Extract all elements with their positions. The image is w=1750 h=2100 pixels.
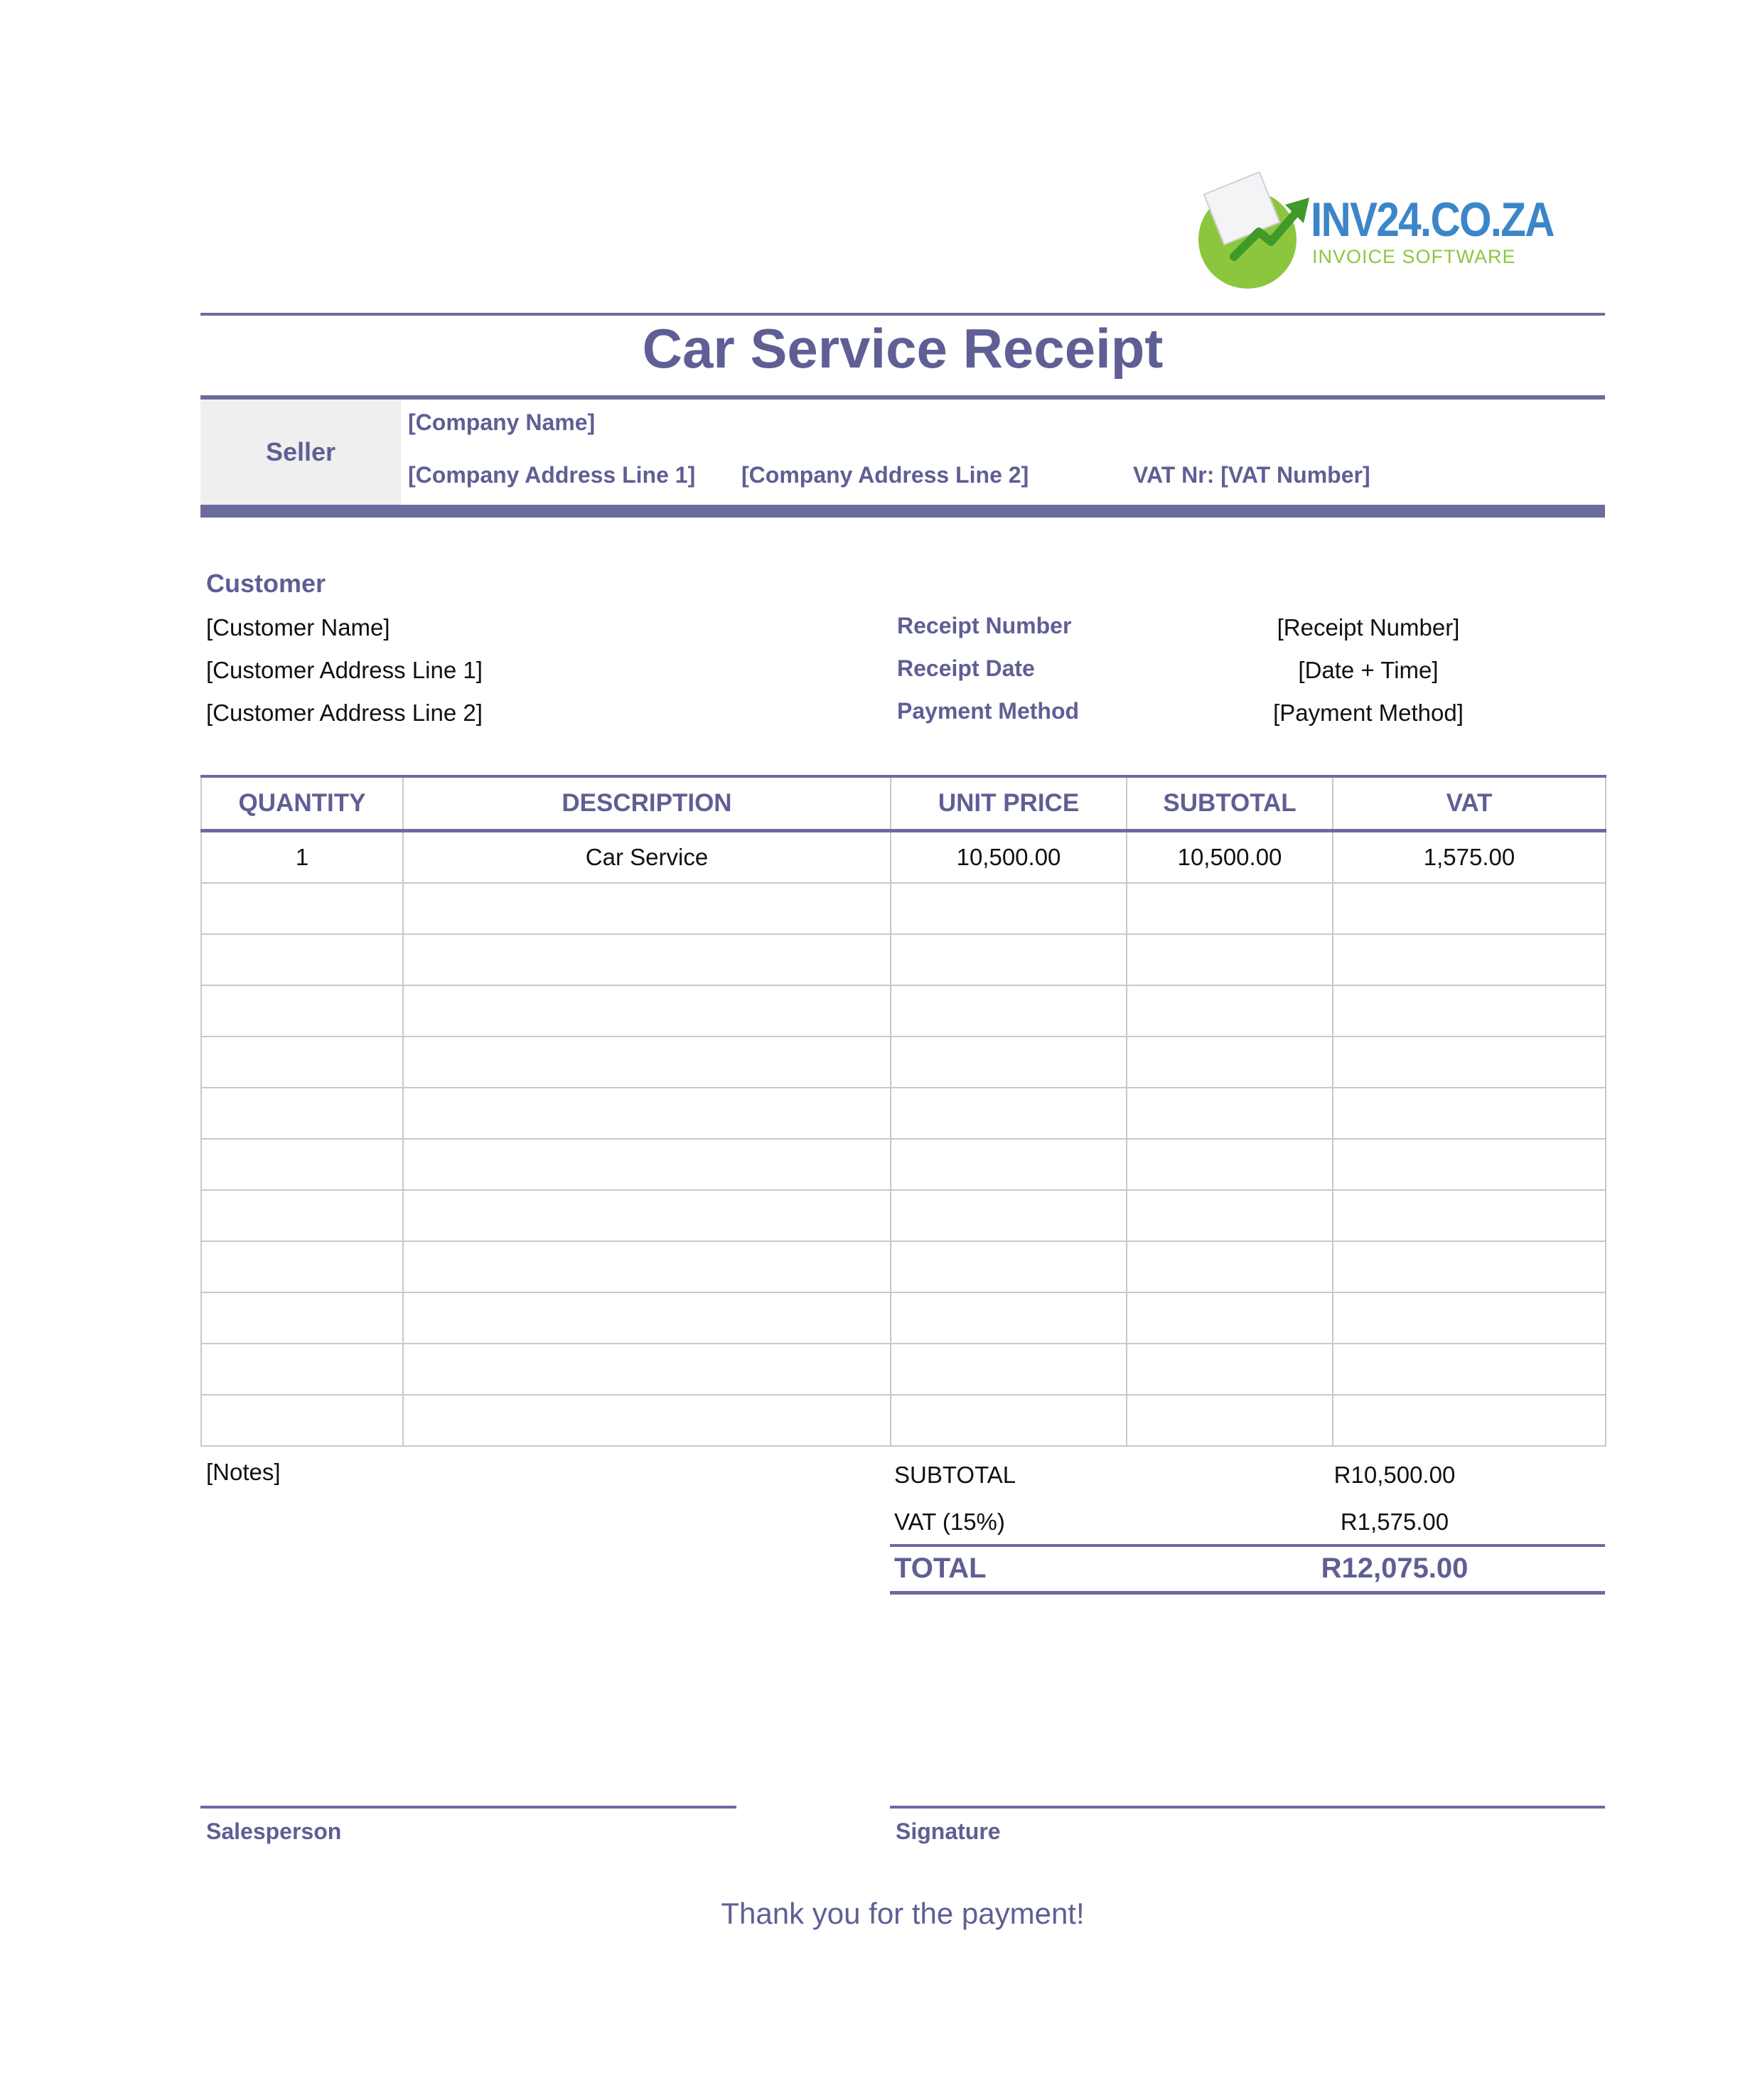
item-quantity: 1 xyxy=(201,831,403,884)
empty-cell xyxy=(1127,1241,1333,1292)
empty-cell xyxy=(403,1241,891,1292)
seller-vat-number: VAT Nr: [VAT Number] xyxy=(1133,462,1370,488)
title-top-rule xyxy=(200,313,1605,316)
empty-cell xyxy=(891,1292,1127,1344)
table-row xyxy=(201,1036,1606,1088)
empty-cell xyxy=(1127,883,1333,934)
logo-brand-text: INV24.CO.ZA xyxy=(1311,193,1554,247)
receipt-number-value: [Receipt Number] xyxy=(1277,614,1460,641)
payment-method-label: Payment Method xyxy=(897,698,1080,724)
payment-method-value: [Payment Method] xyxy=(1273,700,1464,726)
receipt-number-label: Receipt Number xyxy=(897,613,1072,638)
vat-total-value: R1,575.00 xyxy=(1340,1509,1449,1535)
empty-cell xyxy=(891,1190,1127,1241)
empty-cell xyxy=(891,934,1127,985)
thank-you-message: Thank you for the payment! xyxy=(721,1897,1085,1930)
customer-address-line-1: [Customer Address Line 1] xyxy=(206,657,483,683)
empty-cell xyxy=(403,883,891,934)
receipt-date-label: Receipt Date xyxy=(897,655,1035,681)
subtotal-value: R10,500.00 xyxy=(1333,1462,1456,1488)
empty-cell xyxy=(201,1241,403,1292)
empty-cell xyxy=(891,1036,1127,1088)
signature-label: Signature xyxy=(896,1818,1001,1844)
empty-cell xyxy=(201,1395,403,1446)
empty-cell xyxy=(201,985,403,1036)
empty-cell xyxy=(1333,934,1606,985)
totals-total-row xyxy=(890,1550,1605,1590)
empty-cell xyxy=(201,1292,403,1344)
empty-cell xyxy=(201,1139,403,1190)
table-row xyxy=(201,831,1606,884)
empty-cell xyxy=(891,1088,1127,1139)
empty-cell xyxy=(1333,1292,1606,1344)
seller-label: Seller xyxy=(200,400,401,505)
empty-cell xyxy=(403,1395,891,1446)
header-description: DESCRIPTION xyxy=(403,776,891,831)
empty-cell xyxy=(403,1190,891,1241)
table-row xyxy=(201,1190,1606,1241)
empty-cell xyxy=(1333,1241,1606,1292)
empty-cell xyxy=(891,1241,1127,1292)
empty-cell xyxy=(1127,1036,1333,1088)
item-unit-price: 10,500.00 xyxy=(891,831,1127,884)
table-row xyxy=(201,1088,1606,1139)
customer-heading: Customer xyxy=(206,569,326,598)
table-row xyxy=(201,1292,1606,1344)
empty-cell xyxy=(403,1139,891,1190)
empty-cell xyxy=(1127,985,1333,1036)
empty-cell xyxy=(1333,1190,1606,1241)
item-description: Car Service xyxy=(403,831,891,884)
items-table xyxy=(200,775,1606,1447)
seller-company-name: [Company Name] xyxy=(408,409,596,435)
empty-cell xyxy=(403,1088,891,1139)
empty-cell xyxy=(201,934,403,985)
empty-cell xyxy=(403,934,891,985)
table-row xyxy=(201,1344,1606,1395)
title-bottom-rule xyxy=(200,395,1605,400)
notes: [Notes] xyxy=(206,1459,281,1485)
logo-growth-arrow-icon xyxy=(1227,189,1312,267)
receipt-date-value: [Date + Time] xyxy=(1298,657,1439,683)
table-row xyxy=(201,985,1606,1036)
empty-cell xyxy=(1333,1344,1606,1395)
signature-line xyxy=(890,1806,1605,1809)
table-row xyxy=(201,1241,1606,1292)
empty-cell xyxy=(201,883,403,934)
item-vat: 1,575.00 xyxy=(1333,831,1606,884)
empty-cell xyxy=(1127,1344,1333,1395)
empty-cell xyxy=(1127,1190,1333,1241)
page-title: Car Service Receipt xyxy=(642,317,1164,380)
subtotal-label: SUBTOTAL xyxy=(894,1462,1016,1488)
item-subtotal: 10,500.00 xyxy=(1127,831,1333,884)
table-row xyxy=(201,1139,1606,1190)
customer-address-line-2: [Customer Address Line 2] xyxy=(206,700,483,726)
empty-cell xyxy=(201,1344,403,1395)
empty-cell xyxy=(1333,1036,1606,1088)
table-row xyxy=(201,1395,1606,1446)
empty-cell xyxy=(1333,985,1606,1036)
company-logo xyxy=(1198,175,1554,282)
empty-cell xyxy=(891,1395,1127,1446)
empty-cell xyxy=(1127,1395,1333,1446)
logo-tagline: INVOICE SOFTWARE xyxy=(1312,246,1516,267)
total-label: TOTAL xyxy=(894,1553,987,1584)
empty-cell xyxy=(1333,1395,1606,1446)
total-top-rule xyxy=(890,1544,1605,1547)
empty-cell xyxy=(201,1036,403,1088)
total-bottom-rule xyxy=(890,1591,1605,1595)
empty-cell xyxy=(201,1088,403,1139)
empty-cell xyxy=(1333,1139,1606,1190)
header-vat: VAT xyxy=(1333,776,1606,831)
empty-cell xyxy=(403,1036,891,1088)
items-header-row xyxy=(201,776,1606,831)
seller-band-bottom-rule xyxy=(200,505,1605,518)
empty-cell xyxy=(1333,883,1606,934)
empty-cell xyxy=(891,1344,1127,1395)
totals-vat-row xyxy=(890,1509,1605,1544)
empty-cell xyxy=(1333,1088,1606,1139)
empty-cell xyxy=(1127,934,1333,985)
empty-cell xyxy=(403,985,891,1036)
empty-cell xyxy=(891,985,1127,1036)
seller-address-line-1: [Company Address Line 1] xyxy=(408,462,696,488)
empty-cell xyxy=(201,1190,403,1241)
totals-subtotal-row xyxy=(890,1462,1605,1497)
empty-cell xyxy=(403,1344,891,1395)
header-unit-price: UNIT PRICE xyxy=(891,776,1127,831)
table-row xyxy=(201,883,1606,934)
customer-name: [Customer Name] xyxy=(206,614,390,641)
table-row xyxy=(201,934,1606,985)
header-subtotal: SUBTOTAL xyxy=(1127,776,1333,831)
empty-cell xyxy=(1127,1139,1333,1190)
salesperson-label: Salesperson xyxy=(206,1818,342,1844)
empty-cell xyxy=(403,1292,891,1344)
seller-address-line-2: [Company Address Line 2] xyxy=(741,462,1029,488)
salesperson-line xyxy=(200,1806,736,1809)
empty-cell xyxy=(891,883,1127,934)
empty-cell xyxy=(1127,1088,1333,1139)
empty-cell xyxy=(1127,1292,1333,1344)
empty-cell xyxy=(891,1139,1127,1190)
vat-total-label: VAT (15%) xyxy=(894,1509,1005,1535)
total-value: R12,075.00 xyxy=(1321,1553,1469,1584)
header-quantity: QUANTITY xyxy=(201,776,403,831)
